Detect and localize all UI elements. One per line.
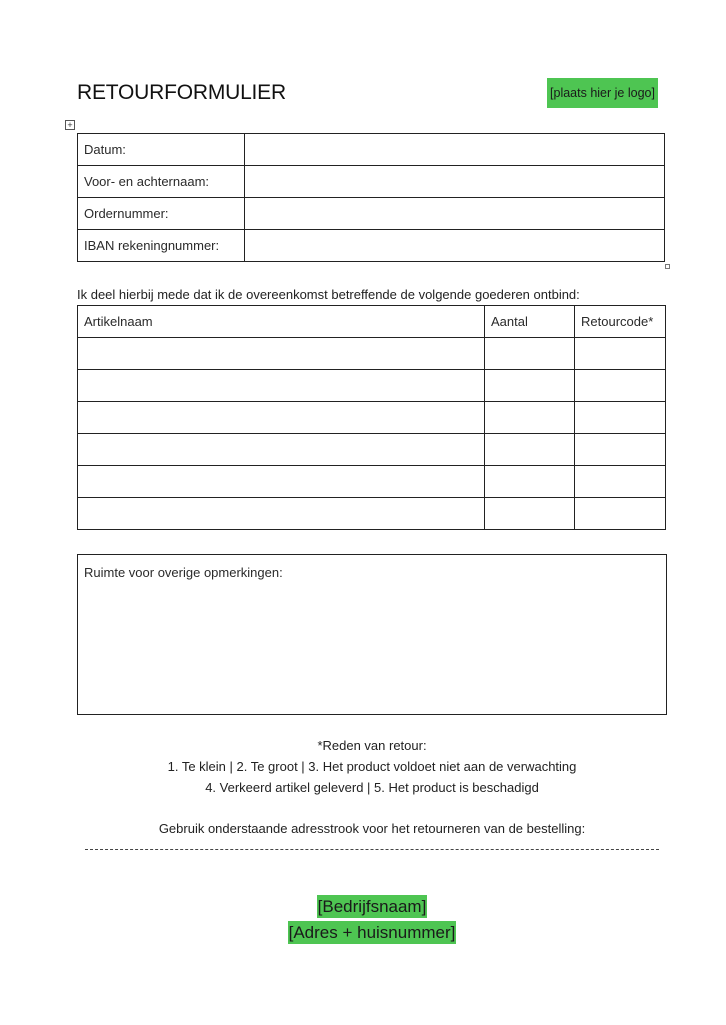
order-number-label: Ordernummer: <box>78 198 245 230</box>
iban-field[interactable] <box>245 230 665 262</box>
company-name-line <box>77 895 667 918</box>
quantity-cell[interactable] <box>485 434 575 466</box>
return-code-cell[interactable] <box>575 402 666 434</box>
table-row <box>78 466 666 498</box>
article-cell[interactable] <box>78 466 485 498</box>
name-field[interactable] <box>245 166 665 198</box>
quantity-cell[interactable] <box>485 370 575 402</box>
table-row <box>78 370 666 402</box>
quantity-cell[interactable] <box>485 402 575 434</box>
return-reasons-heading: *Reden van retour: <box>317 738 427 753</box>
table-row <box>78 230 665 262</box>
return-code-cell[interactable] <box>575 434 666 466</box>
column-header-return-code: Retourcode* <box>575 306 666 338</box>
table-row <box>78 498 666 530</box>
date-field[interactable] <box>245 134 665 166</box>
quantity-cell[interactable] <box>485 338 575 370</box>
article-cell[interactable] <box>78 338 485 370</box>
remarks-label: Ruimte voor overige opmerkingen: <box>84 565 283 580</box>
article-cell[interactable] <box>78 402 485 434</box>
address-placeholder: [Adres + huisnummer] <box>288 923 456 942</box>
return-code-cell[interactable] <box>575 466 666 498</box>
name-label: Voor- en achternaam: <box>78 166 245 198</box>
table-row <box>78 402 666 434</box>
return-code-cell[interactable] <box>575 338 666 370</box>
quantity-cell[interactable] <box>485 498 575 530</box>
return-reasons-line-1: 1. Te klein | 2. Te groot | 3. Het product voldoet niet aan de verwachting <box>167 759 577 774</box>
quantity-cell[interactable] <box>485 466 575 498</box>
logo-placeholder: [plaats hier je logo] <box>547 78 658 108</box>
address-instruction: Gebruik onderstaande adresstrook voor het retourneren van de bestelling: <box>158 821 586 836</box>
column-header-article: Artikelnaam <box>78 306 485 338</box>
date-label: Datum: <box>78 134 245 166</box>
table-row <box>78 338 666 370</box>
company-name-placeholder: [Bedrijfsnaam] <box>317 897 427 916</box>
table-row <box>78 434 666 466</box>
article-cell[interactable] <box>78 370 485 402</box>
article-cell[interactable] <box>78 434 485 466</box>
remarks-box[interactable] <box>77 554 667 715</box>
page-title: RETOURFORMULIER <box>77 81 286 104</box>
order-number-field[interactable] <box>245 198 665 230</box>
items-table <box>77 305 666 530</box>
items-intro-text: Ik deel hierbij mede dat ik de overeenkomst betreffende de volgende goederen ontbind: <box>77 287 580 302</box>
cut-line-divider <box>85 849 659 850</box>
return-code-cell[interactable] <box>575 498 666 530</box>
iban-label: IBAN rekeningnummer: <box>78 230 245 262</box>
address-line <box>77 921 667 944</box>
table-row <box>78 134 665 166</box>
return-code-cell[interactable] <box>575 370 666 402</box>
table-row <box>78 166 665 198</box>
table-move-handle-icon[interactable]: + <box>65 120 75 130</box>
table-resize-handle[interactable] <box>665 264 670 269</box>
article-cell[interactable] <box>78 498 485 530</box>
return-reasons-line-2: 4. Verkeerd artikel geleverd | 5. Het product is beschadigd <box>205 780 539 795</box>
table-row <box>78 198 665 230</box>
customer-info-table <box>77 133 665 262</box>
table-header-row <box>78 306 666 338</box>
column-header-quantity: Aantal <box>485 306 575 338</box>
